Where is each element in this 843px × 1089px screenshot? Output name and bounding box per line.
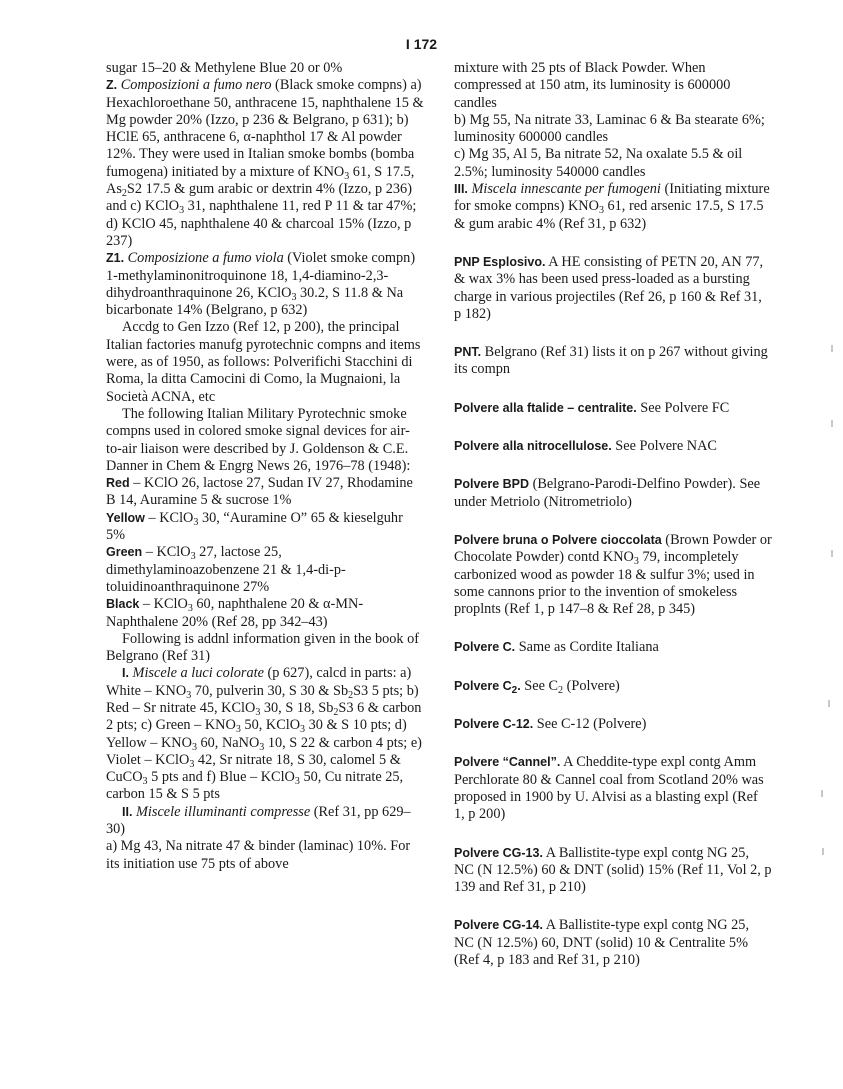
entry-heading: PNP Esplosivo. — [454, 254, 546, 269]
section-title: Miscele a luci colorate — [132, 665, 264, 682]
item-heading: Red — [106, 476, 130, 491]
paragraph-addnl-info: Following is addnl information given in the book of Belgrano (Ref 31) — [106, 630, 420, 665]
section-title: Composizione a fumo viola — [127, 250, 284, 267]
item-text: – KClO$_3$ 60, naphthalene 20 & α-MN-Naphthalene 20% (Ref 28, pp 342–43) — [106, 596, 364, 630]
entry-text: A Ballistite-type expl contg NG 25, NC (N 12.5%) 60, DNT (solid) 10 & Centralite 5% (Ref 4, p 183 and Ref 31, p 210) — [454, 917, 750, 968]
entry-heading: Polvere C. — [454, 640, 516, 655]
section-text: (Initiating mixture for smoke compns) $KNO_3$ 61, red arsenic 17.5, S 17.5 & gum arabic 4% (Ref 31, p 632) — [454, 181, 770, 232]
entry-pnt — [454, 344, 772, 379]
item-heading: Green — [106, 545, 143, 560]
item-black — [106, 596, 424, 631]
entry-heading: PNT. — [454, 345, 482, 360]
right-column — [454, 60, 772, 969]
entry-heading: Polvere alla ftalide – centralite. — [454, 400, 637, 415]
section-title: Miscele illuminanti compresse — [136, 803, 311, 820]
section-heading: I. — [122, 666, 129, 681]
entry-polvere-cannel — [454, 754, 772, 823]
entry-polvere-c12 — [454, 716, 772, 733]
continuation-text: mixture with 25 pts of Black Powder. When compressed at 150 atm, its luminosity is 600000 candles — [454, 60, 731, 111]
entry-text: See $C_2$ (Polvere) — [520, 677, 620, 696]
entry-polvere-c — [454, 639, 772, 656]
entry-text: A Ballistite-type expl contg NG 25, NC (N 12.5%) 60 & DNT (solid) 15% (Ref 11, Vol 2, p 139 and Ref 31, p 210) — [454, 844, 772, 896]
section-heading: Z1. — [106, 251, 125, 266]
section-heading: III. — [454, 182, 468, 197]
section-text: (Ref 31, pp 629–30) — [106, 803, 411, 838]
intro-text: sugar 15–20 & Methylene Blue 20 or 0% — [106, 60, 343, 76]
section-title: Miscela innescante per fumogeni — [471, 181, 661, 198]
section-z — [106, 77, 424, 250]
entry-pnp-esplosivo — [454, 254, 772, 323]
section-ii — [106, 804, 424, 839]
paragraph-factories: Accdg to Gen Izzo (Ref 12, p 200), the principal Italian factories manufg pyrotechnic compns and items were, as of 1950, as follows: Polverifichi Stacchini di Roma, la ditta Camocini di Como, la Mugnaioni, la Società ACNA, etc — [106, 319, 421, 405]
entry-text: Same as Cordite Italiana — [515, 639, 659, 656]
entry-text: See Polvere FC — [636, 399, 730, 416]
item-green — [106, 544, 424, 596]
entry-heading: Polvere alla nitrocellulose. — [454, 439, 612, 454]
scan-speck — [822, 848, 824, 855]
entry-heading: Polvere “Cannel”. — [454, 755, 561, 770]
section-z1 — [106, 250, 424, 319]
entry-polvere-bruna — [454, 532, 772, 618]
section-title: Composizioni a fumo nero — [120, 77, 272, 94]
section-ii-a: a) Mg 43, Na nitrate 47 & binder (laminac) 10%. For its initiation use 75 pts of above — [106, 838, 411, 872]
section-iii — [454, 181, 772, 233]
entry-polvere-cg14 — [454, 917, 772, 969]
item-text: – KClO$_3$ 30, “Auramine O” 65 & kieselguhr 5% — [106, 509, 403, 544]
entry-heading: Polvere CG-14. — [454, 918, 543, 933]
scan-speck — [828, 700, 830, 707]
entry-text: (Brown Powder or Chocolate Powder) contd $KNO_3$ 79, incompletely carbonized wood as powder 18 & sulfur 3%; used in some cannons prior to the invention of smokeless proplnts (Ref 1, p 147–8 & Ref 28, p 345) — [454, 531, 772, 618]
continuation-c: c) Mg 35, Al 5, Ba nitrate 52, Na oxalate 5.5 & oil 2.5%; luminosity 540000 candles — [454, 146, 743, 180]
item-text: – KClO 26, lactose 27, Sudan IV 27, Rhodamine B 14, Auramine 5 & sucrose 1% — [106, 475, 413, 509]
item-heading: Black — [106, 597, 140, 612]
page-number: I 172 — [405, 36, 438, 52]
entry-text: A Cheddite-type expl contg Amm Perchlorate 80 & Cannel coal from Scotland 20% was proposed in 1900 by U. Alvisi as a blasting expl (Ref 1, p 200) — [454, 754, 764, 823]
entry-polvere-nitrocellulose — [454, 438, 772, 455]
section-text: (Black smoke compns) a) Hexachloroethane 50, anthracene 15, naphthalene 15 & Mg powder 20% (Izzo, p 236 & Belgrano, p 631); b) HClE 65, anthracene 6, α-naphthol 17 & Al powder 12%. They were used in Italian smoke bombs (bomba fumogena) initiated by a mixture of $KNO_3$ 61, S 17.5, $As_2S2$ 17.5 & gum arabic or dextrin 4% (Izzo, p 236) and c) KClO$_3$ 31, naphthalene 11, red P 11 & tar 47%; d) KClO 45, naphthalene 40 & charcoal 15% (Izzo, p 237) — [106, 77, 424, 249]
continuation-b: b) Mg 55, Na nitrate 33, Laminac 6 & Ba stearate 6%; luminosity 600000 candles — [454, 111, 765, 146]
entry-heading: Polvere $C_2$. — [454, 678, 521, 696]
section-heading: II. — [122, 804, 133, 819]
section-heading: Z. — [106, 78, 118, 93]
section-text: (p 627), calcd in parts: a) White – $KNO_3$ 70, pulverin 30, S 30 & $Sb_2S3$ 5 pts; b) Red – Sr nitrate 45, KClO$_3$ 30, S 18, $Sb_2S3$ 6 & carbon 2 pts; c) Green – $KNO_3$ 50, KClO$_3$ 30 & S 10 pts; d) Yellow – $KNO_3$ 60, NaNO$_3$ 10, S 22 & carbon 4 pts; e) Violet – KClO$_3$ 42, Sr nitrate 18, S 30, calomel 5 & CuCO$_3$ 5 pts and f) Blue – KClO$_3$ 50, Cu nitrate 25, carbon 15 & S 5 pts — [106, 665, 422, 803]
left-column — [106, 60, 424, 873]
scan-speck — [831, 550, 833, 557]
section-text: (Violet smoke compn) 1-methylaminonitroquinone 18, 1,4-diamino-2,3-dihydroanthraquinone 26, KClO$_3$ 30.2, S 11.8 & Na bicarbonate 14% (Belgrano, p 632) — [106, 250, 416, 319]
section-i — [106, 665, 424, 803]
item-red — [106, 475, 424, 510]
entry-polvere-bpd — [454, 476, 772, 511]
entry-text: A HE consisting of PETN 20, AN 77, & wax 3% has been used press-loaded as a bursting charge in various projectiles (Ref 26, p 160 & Ref 31, p 182) — [454, 253, 764, 322]
scan-speck — [821, 790, 823, 797]
entry-text: Belgrano (Ref 31) lists it on p 267 without giving its compn — [454, 344, 768, 378]
entry-heading: Polvere BPD — [454, 477, 530, 492]
scan-speck — [831, 420, 833, 427]
entry-text: See C-12 (Polvere) — [533, 716, 647, 733]
entry-text: See Polvere NAC — [611, 438, 717, 455]
paragraph-smoke-compns: The following Italian Military Pyrotechnic smoke compns used in colored smoke signal devices for air-to-air liaison were described by J. Goldenson & C.E. Danner in Chem & Engrg News 26, 1976–78 (1948): — [106, 405, 411, 474]
item-heading: Yellow — [106, 510, 145, 525]
entry-heading: Polvere C-12. — [454, 717, 534, 732]
item-yellow — [106, 510, 424, 545]
entry-polvere-ftalide — [454, 400, 772, 417]
entry-text: (Belgrano-Parodi-Delfino Powder). See under Metriolo (Nitrometriolo) — [454, 476, 761, 510]
item-text: – KClO$_3$ 27, lactose 25, dimethylaminoazobenzene 21 & 1,4-di-p-toluidinoanthraquinone 27% — [106, 544, 346, 595]
scan-speck — [831, 345, 833, 352]
entry-heading: Polvere CG-13. — [454, 845, 543, 860]
entry-heading: Polvere bruna o Polvere cioccolata — [454, 532, 662, 547]
entry-polvere-cg13 — [454, 845, 772, 897]
entry-polvere-c2 — [454, 678, 772, 695]
